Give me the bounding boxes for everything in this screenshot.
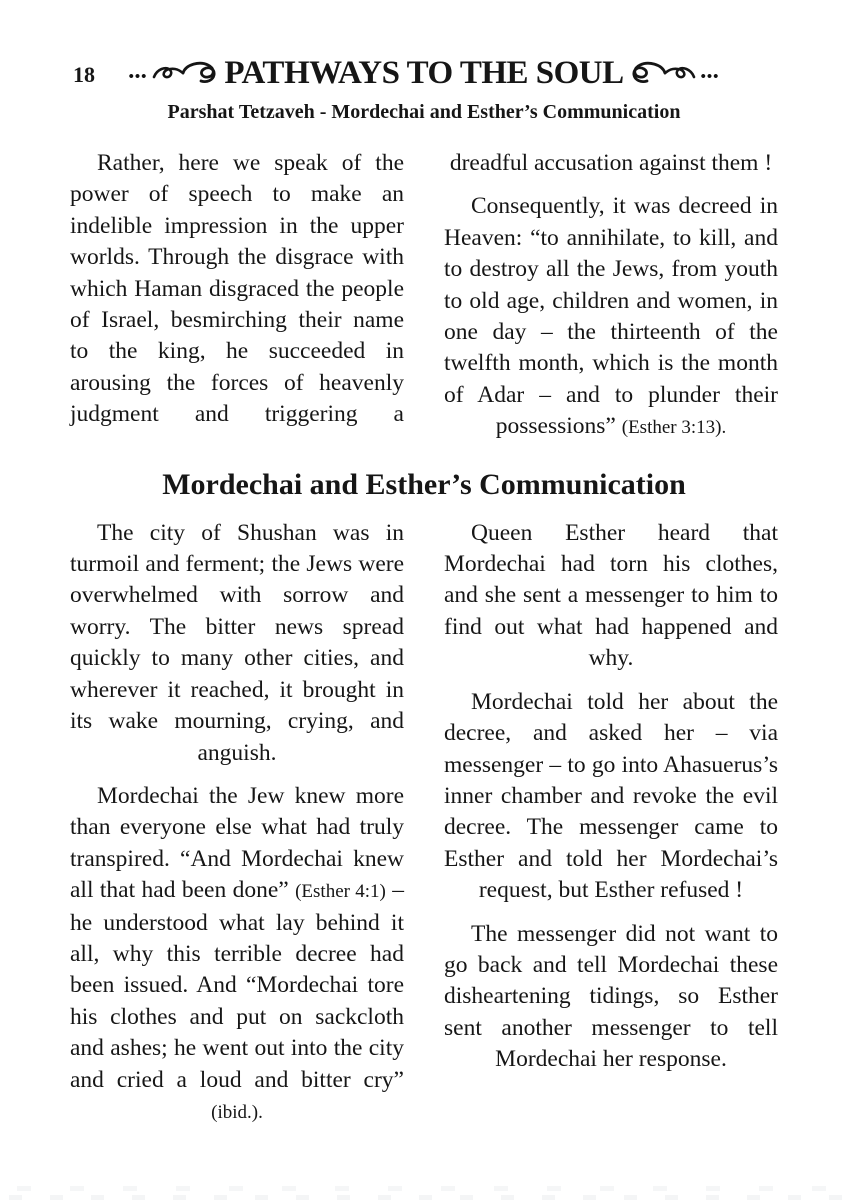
body-text: – he understood what lay behind it all, why this terrible decree had been issued. And “Mordechai tore his clothes and put on sackcloth and ashes; he went out into the city and cried a loud and bitter cry” [70,877,404,1093]
flourish-right-icon [632,60,696,86]
ornament-dots-left: ••• [128,68,148,85]
text-column-left [70,518,404,1141]
paragraph [70,148,404,431]
body-text: Mordechai the Jew knew more than everyone else what had truly transpired. “And Mordechai knew all that had been done” [70,782,404,904]
body-text: dreadful accusation against them ! [449,150,773,176]
page-number: 18 [73,62,95,87]
paragraph [444,518,778,675]
paragraph [444,687,778,907]
book-title: PATHWAYS TO THE SOUL [224,54,624,91]
text-column-right [444,518,778,1141]
title-row [70,50,778,96]
citation-text: (Esther 4:1) [295,881,386,903]
paragraph [70,781,404,1128]
paragraph [444,191,778,443]
text-section-bottom [70,518,778,1141]
body-text: Queen Esther heard that Mordechai had torn his clothes, and she sent a messenger to him to find out what had happened and why. [444,519,778,672]
citation-text: (Esther 3:13). [621,417,727,439]
citation-text: (ibid.). [211,1101,263,1123]
body-text: The city of Shushan was in turmoil and ferment; the Jews were overwhelmed with sorrow and worry. The bitter news spread quickly to many other cities, and wherever it reached, it brought in its wake mourning, crying, and anguish. [70,519,404,766]
text-section-top [70,148,778,456]
page-subtitle: Parshat Tetzaveh - Mordechai and Esther’s Communication [167,101,681,123]
ornament-dots-right: ••• [700,68,720,85]
body-text: Rather, here we speak of the power of speech to make an indelible impression in the upper worlds. Through the disgrace with which Haman disgraced the people of Israel, besmirching their name to the king, he succeeded in arousing the forces of heavenly judgment and triggering a [70,150,404,428]
body-text: Consequently, it was decreed in Heaven: “to annihilate, to kill, and to destroy all the Jews, from youth to old age, children and women, in one day – the thirteenth of the twelfth month, which is the month of Adar – and to plunder their possessions” [444,193,778,440]
flourish-left-icon [152,60,216,86]
text-column-right [444,148,778,456]
body-text: The messenger did not want to go back and tell Mordechai these disheartening tidings, so Esther sent another messenger to tell Mordechai her response. [444,920,778,1073]
body-text: Mordechai told her about the decree, and asked her – via messenger – to go into Ahasuerus’s inner chamber and revoke the evil decree. The messenger came to Esther and told her Mordechai’s request, but Esther refused ! [444,688,778,904]
paragraph [70,518,404,769]
page-header [70,50,778,124]
paragraph [444,919,778,1076]
section-heading: Mordechai and Esther’s Communication [162,467,686,501]
paragraph [444,148,778,179]
text-column-left [70,148,404,456]
